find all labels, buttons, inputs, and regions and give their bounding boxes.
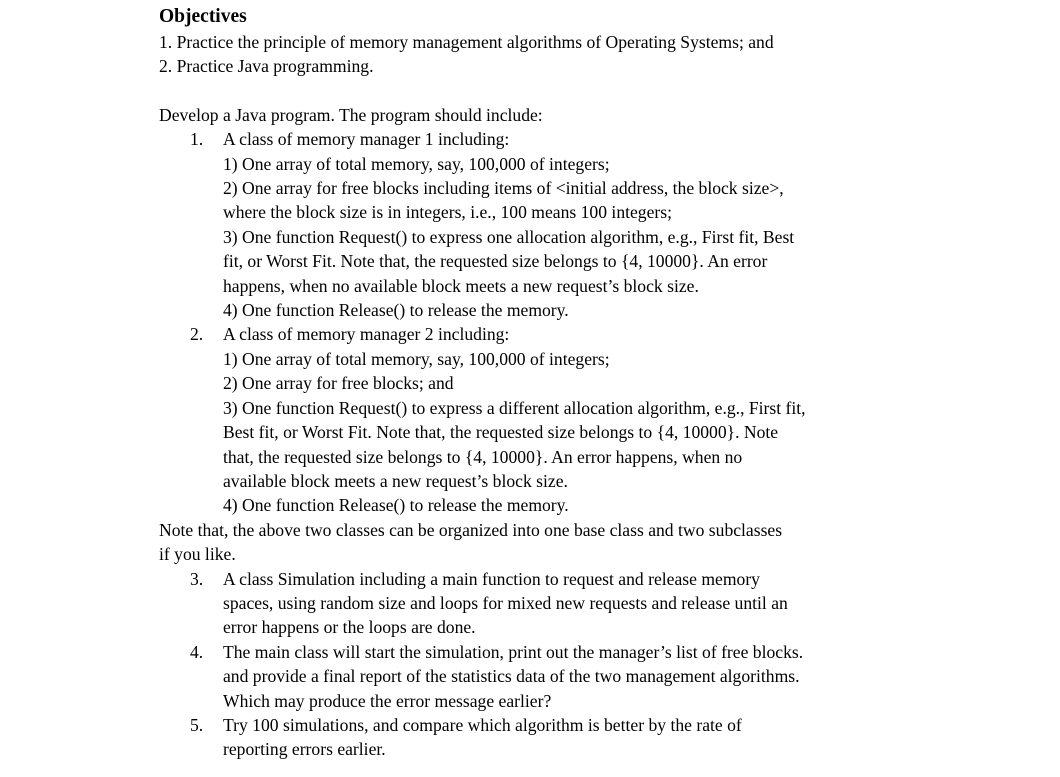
objective-item: 1. Practice the principle of memory management algorithms of Operating Systems; and (159, 32, 774, 52)
task-item-1 (159, 127, 1029, 322)
objectives-list (159, 30, 1029, 79)
task-line: 4) One function Release() to release the memory. (223, 300, 569, 321)
task-line: 1) One array of total memory, say, 100,000 of integers; (223, 153, 610, 174)
objectives-heading: Objectives (159, 6, 247, 27)
task-list-part1 (159, 127, 1029, 518)
task-line: fit, or Worst Fit. Note that, the requested size belongs to {4, 10000}. An error (223, 251, 768, 272)
task-line: spaces, using random size and loops for mixed new requests and release until an (223, 592, 788, 613)
task-line: 4) One function Release() to release the memory. (223, 495, 569, 516)
task-number: 5. (190, 714, 204, 735)
note-paragraph (159, 518, 1029, 567)
task-line: 3) One function Request() to express a different allocation algorithm, e.g., First fit, (223, 397, 806, 418)
task-line: 2) One array for free blocks including items of <initial address, the block size>, (223, 178, 784, 199)
task-line: reporting errors earlier. (223, 739, 386, 760)
task-line: 3) One function Request() to express one allocation algorithm, e.g., First fit, Best (223, 226, 795, 247)
task-title: A class of memory manager 1 including: (223, 129, 510, 150)
task-line: 2) One array for free blocks; and (223, 373, 454, 394)
task-line: The main class will start the simulation, print out the manager’s list of free blocks. (223, 641, 804, 662)
task-list-part2 (159, 567, 1029, 762)
task-line: Best fit, or Worst Fit. Note that, the requested size belongs to {4, 10000}. Note (223, 422, 779, 443)
task-number: 1. (190, 129, 204, 150)
task-item-4 (159, 640, 1029, 713)
task-line: error happens or the loops are done. (223, 617, 476, 638)
task-line: Which may produce the error message earlier? (223, 690, 552, 711)
assignment-document (159, 4, 1029, 762)
task-item-5 (159, 713, 1029, 762)
task-line: that, the requested size belongs to {4, 10000}. An error happens, when no (223, 446, 743, 467)
task-number: 2. (190, 324, 204, 345)
task-line: available block meets a new request’s block size. (223, 470, 568, 491)
task-title: A class of memory manager 2 including: (223, 324, 510, 345)
objective-item: 2. Practice Java programming. (159, 56, 374, 77)
task-item-3 (159, 567, 1029, 640)
task-line: happens, when no available block meets a new request’s block size. (223, 275, 699, 296)
paragraph-spacer (159, 79, 1029, 103)
task-line: A class Simulation including a main function to request and release memory (223, 568, 760, 589)
task-item-2 (159, 322, 1029, 517)
task-number: 4. (190, 641, 204, 662)
task-line: and provide a final report of the statistics data of the two management algorithms. (223, 666, 800, 687)
intro-text: Develop a Java program. The program should include: (159, 104, 543, 125)
task-line: Try 100 simulations, and compare which algorithm is better by the rate of (223, 714, 742, 735)
task-line: 1) One array of total memory, say, 100,000 of integers; (223, 348, 610, 369)
note-line: if you like. (159, 544, 236, 565)
task-number: 3. (190, 568, 204, 589)
note-line: Note that, the above two classes can be organized into one base class and two subclasses (159, 519, 783, 540)
task-line: where the block size is in integers, i.e., 100 means 100 integers; (223, 202, 673, 223)
